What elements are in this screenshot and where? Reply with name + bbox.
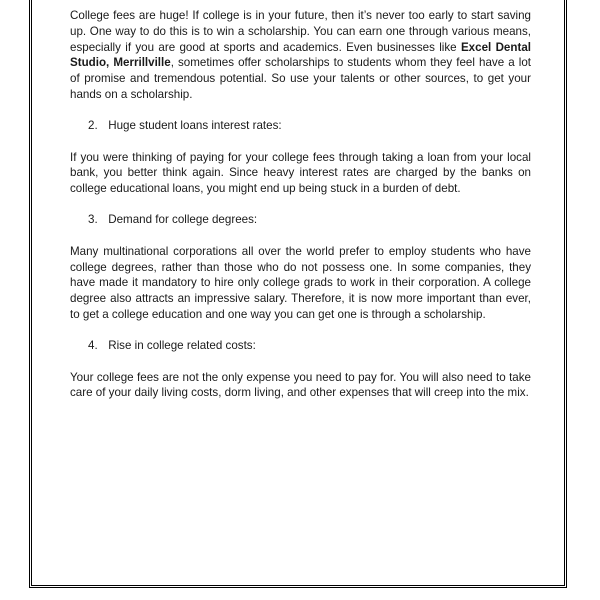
section-title-2: Huge student loans interest rates:: [108, 118, 282, 132]
section-number-3: 3.: [88, 212, 98, 226]
section-body-2: If you were thinking of paying for your college fees through taking a loan from your local bank, you better think again. Since heavy interest rates are charged by the banks on college educational loans, you might end up being stuck in a burden of debt.: [70, 150, 531, 196]
section-heading-2: [70, 118, 531, 134]
section-number-4: 4.: [88, 338, 98, 352]
section-number-2: 2.: [88, 118, 98, 132]
intro-paragraph: [70, 8, 531, 103]
business-name: Excel Dental Studio, Merrillville: [70, 40, 531, 70]
intro-text-start: College fees are huge! If college is in your future, then it’s never too early to start saving up. One way to do this is to win a scholarship. You can earn one through various means, especially if you are good at sports and academics. Even businesses like: [70, 9, 531, 54]
document-body: [70, 8, 531, 416]
section-title-3: Demand for college degrees:: [108, 212, 258, 226]
section-heading-3: [70, 212, 531, 228]
intro-text-end: , sometimes offer scholarships to students whom they feel have a lot of promise and tremendous potential. So use your talents or other sources, to get your hands on a scholarship.: [70, 56, 531, 101]
section-body-4: Your college fees are not the only expense you need to pay for. You will also need to take care of your daily living costs, dorm living, and other expenses that will creep into the mix.: [70, 370, 531, 400]
section-body-3: Many multinational corporations all over the world prefer to employ students who have college degrees, rather than those who do not possess one. In some companies, they have made it mandatory to hire only college grads to work in their corporation. A college degree also attracts an impressive salary. Therefore, it is now more important than ever, to get a college education and one way you can get one is through a scholarship.: [70, 244, 531, 321]
section-heading-4: [70, 338, 531, 354]
section-title-4: Rise in college related costs:: [108, 338, 256, 352]
